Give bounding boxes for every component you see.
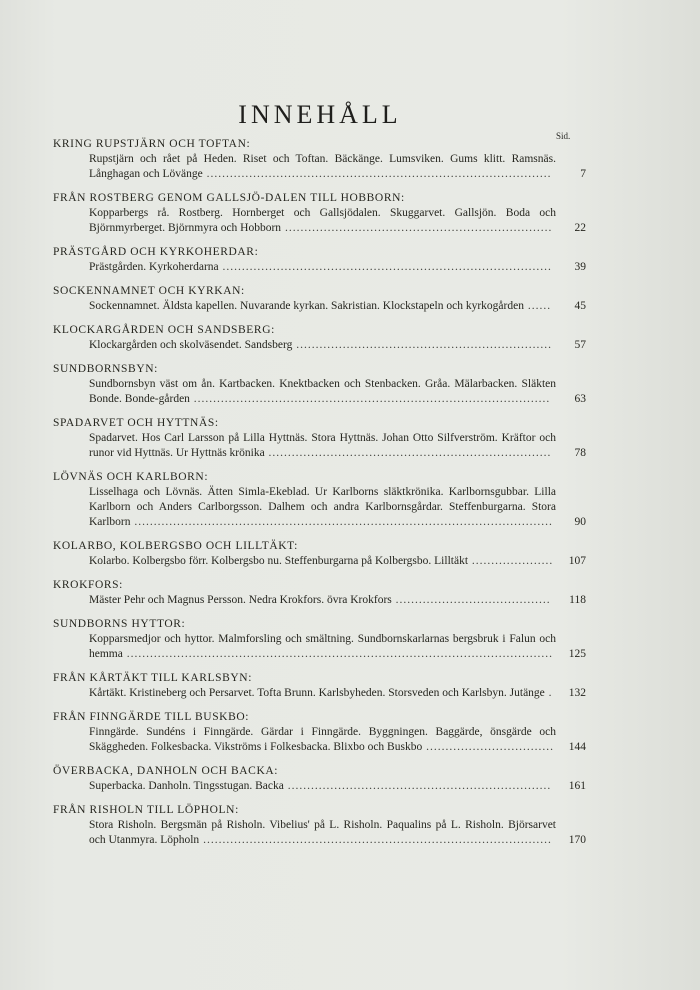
toc-section-description [89,779,586,794]
toc-leader-dots: ......................................................................... [264,447,552,459]
toc-description-text: Rupstjärn och rået på Heden. Riset och Toftan. Bäckänge. Lumsviken. Gums klitt. Ramsnäs. Långhagan och Lövänge [89,153,556,180]
toc-description-text: Klockargården och skolväsendet. Sandsberg [89,339,293,351]
toc-description-text: Sockennamnet. Äldsta kapellen. Nuvarande kyrkan. Sakristian. Klockstapeln och kyrkogården [89,300,524,312]
toc-leader-dots: ............................................................................................ [189,393,551,405]
toc-section [53,323,586,353]
toc-section-heading: SPADARVET OCH HYTTNÄS: [53,417,219,429]
toc-leader-dots: ............................................................................................................ [130,516,553,528]
toc-description-text: Superbacka. Danholn. Tingsstugan. Backa [89,780,284,792]
toc-page-number: 63 [574,393,586,405]
toc-page-number: 45 [574,300,586,312]
toc-description-text: Lisselhaga och Lövnäs. Ätten Simla-Ekeblad. Ur Karlborns släktkrönika. Karlbornsgubbar. Lilla Karlborn och Anders Carlborgsson. Dalhem och andra Karlbornsgårdar. Steffenburgarna. Stora Karlborn [89,486,556,528]
toc-section [53,671,586,701]
toc-description-text: Kårtäkt. Kristineberg och Persarvet. Tofta Brunn. Karlsbyheden. Storsveden och Karlsbyn. Jutänge [89,687,545,699]
toc-section-description [89,632,586,662]
toc-description-text: Kopparsmedjor och hyttor. Malmforsling och smältning. Sundbornskarlarnas bergsbruk i Falun och hemma [89,633,556,660]
toc-page-number: 78 [574,447,586,459]
toc-leader-dots: ...... [523,300,552,312]
toc-section [53,803,586,848]
toc-section-heading: FRÅN ROSTBERG GENOM GALLSJÖ-DALEN TILL HOBBORN: [53,192,405,204]
toc-page-number: 22 [574,222,586,234]
toc-leader-dots: ........................................ [391,594,551,606]
toc-section-description [89,338,586,353]
toc-leader-dots: ................................. [422,741,554,753]
toc-leader-dots: ..................................................................... [281,222,553,234]
toc-section-description [89,299,586,314]
toc-leader-dots: ..................................................................................... [218,261,552,273]
toc-description-text: Spadarvet. Hos Carl Larsson på Lilla Hyttnäs. Stora Hyttnäs. Johan Otto Silfverström. Kräftor och runor vid Hyttnäs. Ur Hyttnäs krönika [89,432,556,459]
toc-section-description [89,260,586,275]
toc-section-heading: FRÅN RISHOLN TILL LÖPHOLN: [53,804,239,816]
toc-section [53,578,586,608]
toc-section-description [89,818,586,848]
toc-section-heading: FRÅN FINNGÄRDE TILL BUSKBO: [53,711,250,723]
toc-description-text: Finngärde. Sundéns i Finngärde. Gärdar i Finngärde. Byggningen. Baggärde, önsgärde och Skäggheden. Folkesbacka. Vikströms i Folkesbacka. Blixbo och Buskbo [89,726,556,753]
toc-section-heading: KRING RUPSTJÄRN OCH TOFTAN: [53,138,251,150]
toc-leader-dots: ..................... [468,555,554,567]
toc-page-number: 132 [568,687,586,699]
toc-section-description [89,686,586,701]
toc-section [53,617,586,662]
toc-leader-dots: ......................................................................................... [202,168,552,180]
toc-section-heading: SUNDBORNS HYTTOR: [53,618,186,630]
toc-description-text: Mäster Pehr och Magnus Persson. Nedra Krokfors. övra Krokfors [89,594,392,606]
toc-page-number: 39 [574,261,586,273]
toc-description-text: Kopparbergs rå. Rostberg. Hornberget och Gallsjödalen. Skuggarvet. Gallsjön. Boda och Björnmyrberget. Björnmyra och Hobborn [89,207,556,234]
toc-section-description [89,593,586,608]
toc-description-text: Stora Risholn. Bergsmän på Risholn. Vibelius' på L. Risholn. Paqualins på L. Risholn. Björsarvet och Utanmyra. Löpholn [89,819,556,846]
toc-section-heading: LÖVNÄS OCH KARLBORN: [53,471,209,483]
toc-section [53,416,586,461]
toc-description-text: Prästgården. Kyrkoherdarna [89,261,219,273]
toc-section-heading: KROKFORS: [53,579,123,591]
toc-description-text: Kolarbo. Kolbergsbo förr. Kolbergsbo nu. Steffenburgarna på Kolbergsbo. Lilltäkt [89,555,469,567]
toc-section-description [89,206,586,236]
toc-page-number: 107 [568,555,586,567]
toc-leader-dots: .............................................................................................................. [122,648,553,660]
toc-section [53,539,586,569]
toc-page-number: 57 [574,339,586,351]
toc-section-heading: SUNDBORNSBYN: [53,363,158,375]
toc-section-description [89,431,586,461]
toc-page-number: 7 [580,168,586,180]
toc-section-heading: KLOCKARGÅRDEN OCH SANDSBERG: [53,324,275,336]
toc-section [53,137,586,182]
toc-section [53,710,586,755]
toc-leader-dots: .......................................................................................... [199,834,552,846]
toc-page-number: 118 [569,594,586,606]
toc-leader-dots: .................................................................. [292,339,552,351]
toc-leader-dots: . [544,687,553,699]
toc-page-number: 144 [568,741,586,753]
toc-section [53,284,586,314]
toc-section-heading: ÖVERBACKA, DANHOLN OCH BACKA: [53,765,279,777]
toc-page-number: 161 [568,780,586,792]
page-title: INNEHÅLL [238,100,402,129]
toc-section-heading: PRÄSTGÅRD OCH KYRKOHERDAR: [53,246,259,258]
toc-section [53,470,586,530]
toc-description-text: Sundbornsbyn väst om ån. Kartbacken. Knektbacken och Stenbacken. Gråa. Mälarbacken. Släkten Bonde. Bonde-gården [89,378,556,405]
toc-section-description [89,725,586,755]
toc-section-heading: KOLARBO, KOLBERGSBO OCH LILLTÄKT: [53,540,298,552]
toc-section [53,362,586,407]
toc-page-number: 125 [568,648,586,660]
toc-section [53,764,586,794]
toc-page-number: 90 [574,516,586,528]
toc-section-description [89,485,586,530]
toc-section [53,245,586,275]
toc-leader-dots: .................................................................... [283,780,552,792]
toc-section [53,191,586,236]
toc-section-heading: SOCKENNAMNET OCH KYRKAN: [53,285,245,297]
page-column-label: Sid. [556,131,571,141]
toc-page-number: 170 [568,834,586,846]
toc-section-description [89,554,586,569]
toc-section-heading: FRÅN KÅRTÄKT TILL KARLSBYN: [53,672,252,684]
toc-section-description [89,377,586,407]
table-of-contents [53,137,586,857]
toc-section-description [89,152,586,182]
